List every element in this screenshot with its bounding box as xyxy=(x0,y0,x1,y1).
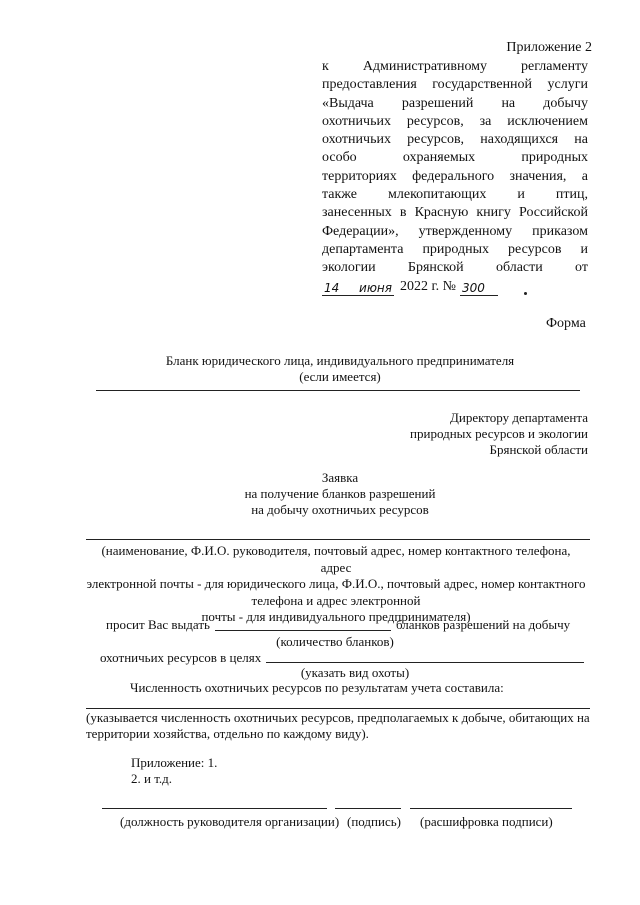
appendix-line xyxy=(322,223,588,241)
letterhead-caption-line2: (если имеется) xyxy=(299,369,381,384)
appendix-word: приказом xyxy=(532,223,588,239)
appendix-word: Федерации», xyxy=(322,223,399,239)
appendix-word: разрешений xyxy=(401,95,474,111)
appendix-word: и xyxy=(517,187,525,203)
appendix-word: млекопитающих xyxy=(388,187,487,203)
appendix-word: птиц, xyxy=(555,187,588,203)
stray-mark xyxy=(524,292,527,295)
appendix-word: природных xyxy=(521,150,588,166)
attachments-line1: Приложение: 1. xyxy=(131,755,218,770)
sign-caption: (подпись) xyxy=(347,814,401,829)
request-prefix: просит Вас выдать xyxy=(106,617,210,632)
sign-line xyxy=(335,808,401,809)
applicant-field-line xyxy=(86,539,590,540)
appendix-line xyxy=(322,95,588,113)
appendix-line xyxy=(322,259,588,277)
appendix-word: «Выдача xyxy=(322,95,374,111)
appendix-line xyxy=(322,149,588,167)
decode-caption: (расшифровка подписи) xyxy=(420,814,553,829)
appendix-word: и xyxy=(580,241,588,257)
handwritten-date: 14 июня xyxy=(324,280,392,295)
appendix-word: ресурсов xyxy=(508,241,562,257)
purpose-prefix: охотничьих ресурсов в целях xyxy=(100,650,262,665)
appendix-word: на xyxy=(501,95,516,111)
decode-line xyxy=(410,808,572,809)
appendix-word: экологии xyxy=(322,260,376,276)
appendix-word: департамента xyxy=(322,241,404,257)
appendix-word: области xyxy=(495,260,543,276)
applicant-caption-line3: телефона и адрес электронной xyxy=(251,592,421,608)
letterhead-caption xyxy=(130,353,550,385)
document-title xyxy=(160,470,520,518)
appendix-line xyxy=(322,168,588,186)
appendix-line xyxy=(322,241,588,259)
appendix-word: утвержденному xyxy=(418,223,513,239)
appendix-line-text: территориях федерального значения, а xyxy=(322,168,588,184)
document-title-line2: на получение бланков разрешений xyxy=(244,486,436,501)
count-field-line xyxy=(215,630,391,631)
letterhead-line xyxy=(96,390,580,391)
form-label: Форма xyxy=(546,316,586,331)
appendix-word: Брянской xyxy=(407,260,464,276)
abundance-caption-line2: территории хозяйства, отдельно по каждому виду). xyxy=(86,726,369,741)
attachments-line2: 2. и т.д. xyxy=(131,771,173,786)
appendix-line-text: предоставления государственной услуги xyxy=(322,77,588,93)
abundance-caption-line1: (указывается численность охотничьих ресурсов, предполагаемых к добыче, обитающих на xyxy=(86,710,590,725)
appendix-title: Приложение 2 xyxy=(506,40,592,55)
request-suffix: бланков разрешений на добычу xyxy=(396,617,571,632)
appendix-word: регламенту xyxy=(521,59,588,74)
addressee xyxy=(380,410,588,458)
appendix-line xyxy=(322,113,588,131)
position-signature-line xyxy=(102,808,327,809)
applicant-caption xyxy=(86,543,586,626)
handwritten-order-number: 300 xyxy=(460,281,498,296)
addressee-line2: природных ресурсов и экологии xyxy=(410,426,588,441)
appendix-word: особо xyxy=(322,150,357,166)
appendix-line xyxy=(322,204,588,222)
appendix-line xyxy=(322,58,588,76)
applicant-caption-line2: электронной почты - для юридического лица, Ф.И.О., почтовый адрес, номер контактного xyxy=(86,576,586,591)
purpose-caption: (указать вид охоты) xyxy=(300,665,410,680)
position-caption: (должность руководителя организации) xyxy=(120,814,340,829)
purpose-field-line xyxy=(266,662,584,663)
appendix-word: добычу xyxy=(543,95,588,111)
appendix-word: природных xyxy=(422,241,490,257)
appendix-word: охраняемых xyxy=(402,150,476,166)
appendix-line-text: охотничьих ресурсов, находящихся на xyxy=(322,132,588,148)
appendix-word: также xyxy=(322,187,358,203)
count-caption: (количество бланков) xyxy=(276,634,394,649)
addressee-line1: Директору департамента xyxy=(450,410,588,425)
addressee-line3: Брянской области xyxy=(489,442,588,457)
appendix-line xyxy=(322,186,588,204)
appendix-line xyxy=(322,76,588,94)
appendix-line-text: охотничьих ресурсов, за исключением xyxy=(322,113,588,129)
abundance-field-line xyxy=(86,708,590,709)
appendix-line xyxy=(322,131,588,149)
appendix-word: от xyxy=(575,260,588,276)
applicant-caption-line4: почты - для индивидуального предпринимателя) xyxy=(201,609,471,624)
document-title-line3: на добычу охотничьих ресурсов xyxy=(251,502,429,517)
appendix-date-line xyxy=(322,278,588,296)
letterhead-caption-line1: Бланк юридического лица, индивидуального предпринимателя xyxy=(165,353,515,368)
appendix-word: Административному xyxy=(362,59,488,74)
appendix-line-text: занесенных в Красную книгу Российской xyxy=(322,205,588,221)
order-year-number-label: 2022 г. № xyxy=(400,278,457,294)
appendix-word: к xyxy=(322,59,329,74)
abundance-text: Численность охотничьих ресурсов по результатам учета составила: xyxy=(130,680,504,695)
appendix-text xyxy=(322,58,588,296)
applicant-caption-line1: (наименование, Ф.И.О. руководителя, почтовый адрес, номер контактного телефона, адрес xyxy=(101,543,571,575)
document-title-line1: Заявка xyxy=(321,470,359,485)
